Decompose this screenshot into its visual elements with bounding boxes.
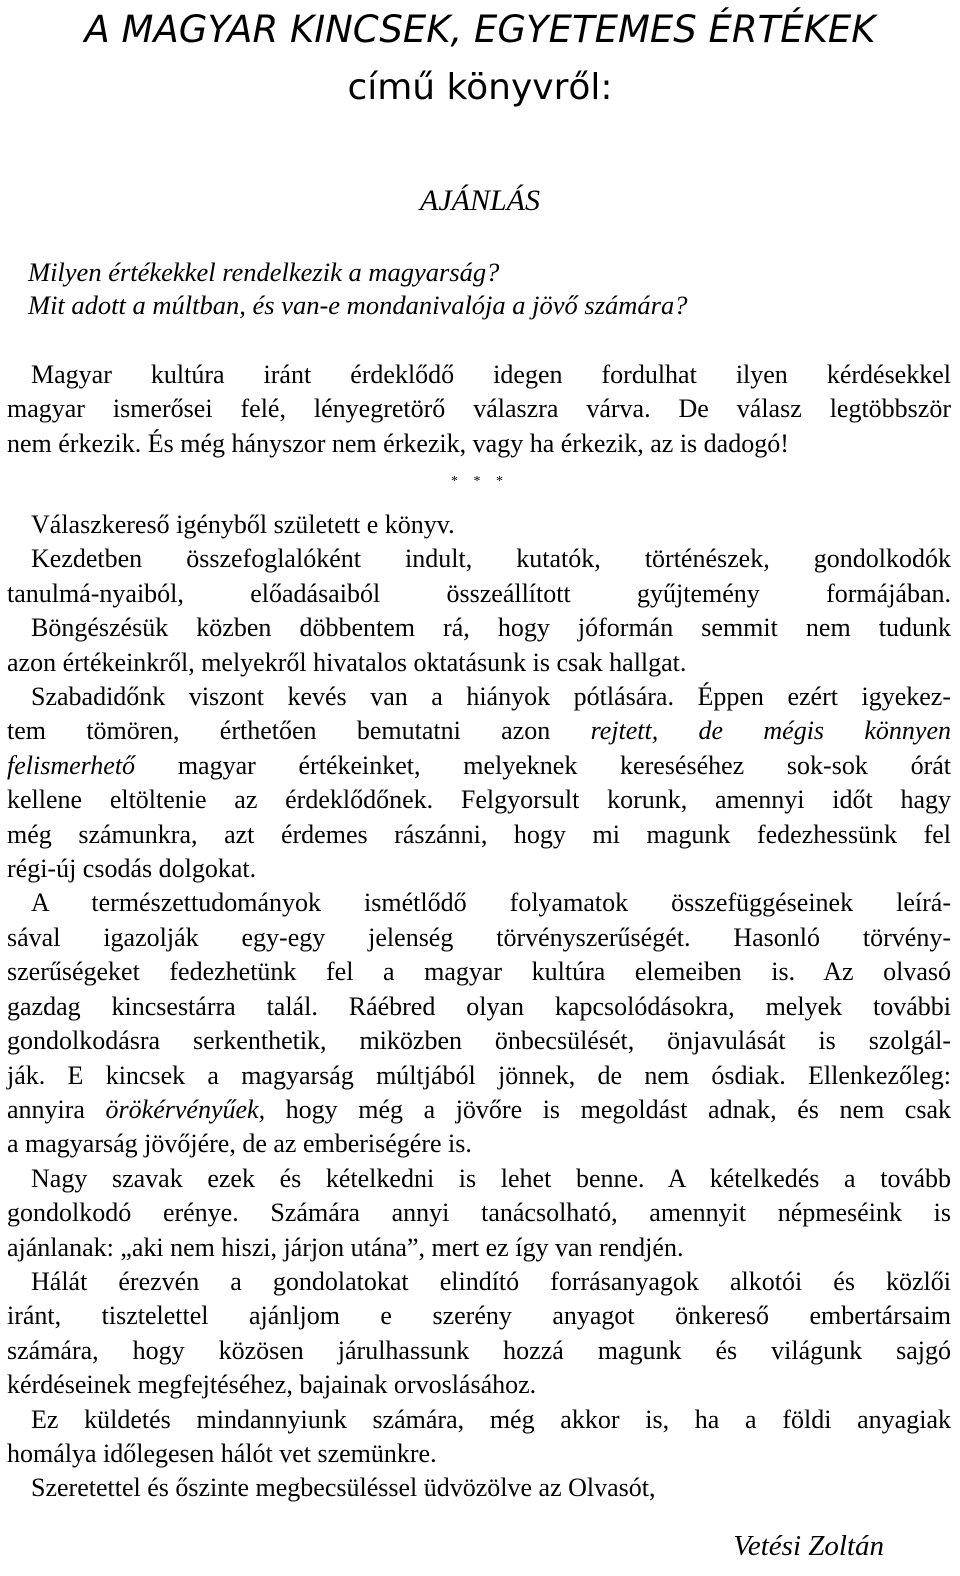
paragraph-line: Nagy szavak ezek és kételkedni is lehet benne. A kételkedés a tovább <box>31 1163 951 1193</box>
paragraph-line: Válaszkereső igényből született e könyv. <box>31 510 455 539</box>
question-line: Mit adott a múltban, és van-e mondanivalója a jövő számára? <box>28 290 688 320</box>
paragraph-line: iránt, tisztelettel ajánljom e szerény anyagot önkereső embertársaim <box>7 1301 951 1331</box>
text-run: annyira <box>7 1094 85 1124</box>
paragraph-line <box>7 1093 951 1127</box>
emphasis-text: örökérvényűek, <box>105 1094 266 1124</box>
section-separator: * * * <box>451 474 509 489</box>
paragraph-line: Böngészésük közben döbbentem rá, hogy jóformán semmit nem tudunk <box>31 613 951 643</box>
paragraph-line: szerűségeket fedezhetünk fel a magyar kultúra elemeiben is. Az olvasó <box>7 957 951 987</box>
main-text <box>7 508 951 1506</box>
paragraph-line: kellene eltöltenie az érdeklődőnek. Felgyorsult korunk, amennyi időt hagy <box>7 785 951 815</box>
paragraph-line <box>7 749 951 783</box>
paragraph-line: A természettudományok ismétlődő folyamatok összefüggéseinek leírá- <box>31 888 951 918</box>
paragraph-line: azon értékeinkről, melyekről hivatalos oktatásunk is csak hallgat. <box>7 647 687 677</box>
emphasis-text: rejtett, de mégis könnyen <box>590 716 951 746</box>
paragraph-line: ják. E kincsek a magyarság múltjából jönnek, de nem ósdiak. Ellenkezőleg: <box>7 1060 951 1090</box>
paragraph-line: Kezdetben összefoglalóként indult, kutatók, történészek, gondolkodók <box>31 544 951 574</box>
paragraph-line: Szeretettel és őszinte megbecsüléssel üdvözölve az Olvasót, <box>31 1473 656 1503</box>
book-title: A MAGYAR KINCSEK, EGYETEMES ÉRTÉKEK <box>84 8 876 51</box>
author-signature: Vetési Zoltán <box>733 1530 884 1562</box>
paragraph-line: régi-új csodás dolgokat. <box>7 854 257 884</box>
paragraph-line: gazdag kincsestárra talál. Ráébred olyan kapcsolódásokra, melyek további <box>7 991 951 1021</box>
opening-questions <box>7 256 951 322</box>
text-run: hogy még a jövőre is megoldást adnak, és nem csak <box>285 1094 951 1124</box>
paragraph-line: számára, hogy közösen járulhassunk hozzá magunk és világunk sajgó <box>7 1335 951 1365</box>
paragraph-line: gondolkodásra serkenthetik, miközben önbecsülését, önjavulását is szolgál- <box>7 1026 951 1056</box>
emphasis-text: felismerhető <box>7 750 136 780</box>
paragraph-line: sával igazolják egy-egy jelenség törvényszerűségét. Hasonló törvény- <box>7 922 951 952</box>
book-subtitle: című könyvről: <box>347 67 613 108</box>
paragraph-line: homálya időlegesen hálót vet szemünkre. <box>7 1438 437 1468</box>
paragraph-line: még számunkra, azt érdemes rászánni, hogy mi magunk fedezhessünk fel <box>7 819 951 849</box>
paragraph-line: gondolkodó erénye. Számára annyi tanácsolható, amennyit népmeséink is <box>7 1198 951 1228</box>
paragraph-line: Ez küldetés mindannyiunk számára, még akkor is, ha a földi anyagiak <box>31 1404 951 1434</box>
paragraph-line: ajánlanak: „aki nem hiszi, járjon utána”, mert ez így van rendjén. <box>7 1232 684 1262</box>
paragraph-line: tanulmá-nyaiból, előadásaiból összeállított gyűjtemény formájában. <box>7 578 951 608</box>
paragraph-line <box>7 714 951 748</box>
paragraph-line: Hálát érezvén a gondolatokat elindító forrásanyagok alkotói és közlői <box>31 1266 951 1296</box>
paragraph-line: Magyar kultúra iránt érdeklődő idegen fordulhat ilyen kérdésekkel <box>31 360 951 389</box>
paragraph-line: kérdéseinek megfejtéséhez, bajainak orvoslásához. <box>7 1370 537 1400</box>
text-run: tem tömören, érthetően bemutatni azon <box>7 716 551 746</box>
section-heading: AJÁNLÁS <box>420 184 540 217</box>
intro-paragraph <box>7 358 951 461</box>
question-line: Milyen értékekkel rendelkezik a magyarság? <box>28 257 500 287</box>
paragraph-line: nem érkezik. És még hányszor nem érkezik, vagy ha érkezik, az is dadogó! <box>7 428 789 458</box>
text-run: magyar értékeinket, melyeknek kereséséhez sok-sok órát <box>177 750 951 780</box>
paragraph-line: magyar ismerősei felé, lényegretörő válaszra várva. De válasz legtöbbször <box>7 394 951 424</box>
paragraph-line: a magyarság jövőjére, de az emberiségére is. <box>7 1129 472 1159</box>
paragraph-line: Szabadidőnk viszont kevés van a hiányok pótlására. Éppen ezért igyekez- <box>31 682 951 712</box>
